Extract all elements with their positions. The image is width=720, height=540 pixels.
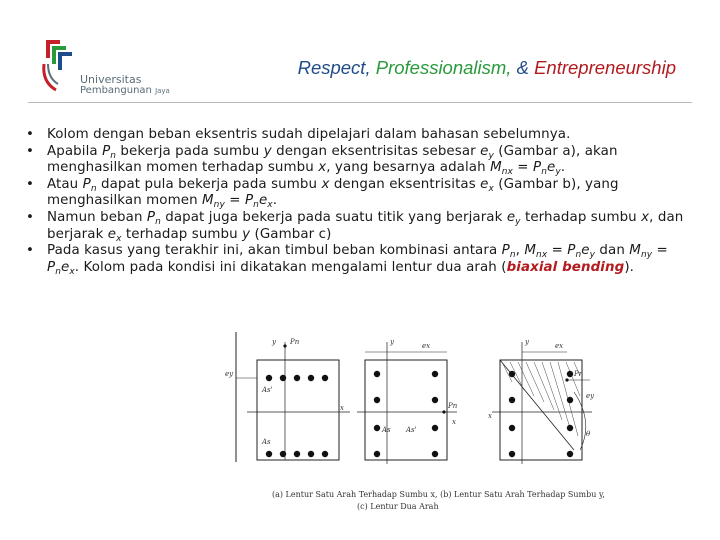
label-x-b: x (452, 418, 456, 426)
rebar-c-6 (567, 397, 573, 403)
label-theta-c: θ (586, 430, 591, 438)
label-pn-a: Pn (290, 338, 300, 346)
rebar-a-4 (308, 375, 314, 381)
rebar-a-7 (280, 451, 286, 457)
rebar-a-2 (280, 375, 286, 381)
logo-line-jaya: Jaya (155, 87, 170, 95)
rebar-b-3 (374, 425, 380, 431)
label-as-prime-a: As' (262, 386, 273, 394)
load-point-a (283, 344, 286, 347)
label-ex-b: ex (422, 342, 431, 350)
rebar-c-2 (509, 397, 515, 403)
bullet-list (26, 127, 698, 276)
tagline (298, 57, 676, 79)
figure-caption-2: (c) Lentur Dua Arah (357, 502, 439, 511)
header-divider (28, 102, 692, 103)
rebar-b-5 (432, 371, 438, 377)
column-diagram (222, 332, 632, 520)
logo-line-pembangunan: Pembangunan (80, 85, 152, 96)
tagline-respect: Respect, (297, 57, 371, 78)
university-logo (40, 34, 190, 104)
rebar-c-3 (509, 425, 515, 431)
rebar-b-4 (374, 451, 380, 457)
rebar-b-2 (374, 397, 380, 403)
logo-emblem-icon (40, 34, 80, 104)
rebar-a-8 (294, 451, 300, 457)
bullet-1: • Kolom dengan beban eksentris sudah dipelajari dalam bahasan sebelumnya. (26, 127, 698, 144)
rebar-b-6 (432, 397, 438, 403)
rebar-c-7 (567, 425, 573, 431)
rebar-c-1 (509, 371, 515, 377)
rebar-b-8 (432, 451, 438, 457)
bullet-5: • Pada kasus yang terakhir ini, akan timbul beban kombinasi antara $P_n$, $M_{nx} = P_ne_y$ dan $M_{ny} = P_ne_x$. Kolom pada kondisi ini dikatakan mengalami lentur dua arah (biaxial bending). (26, 243, 698, 276)
label-ey-c: ey (586, 392, 595, 400)
tagline-professionalism: Professionalism, (375, 57, 512, 78)
label-x-a: x (340, 404, 344, 412)
label-x-c: x (488, 412, 492, 420)
section-c-theta-arc (574, 392, 586, 450)
label-pn-b: Pn (448, 402, 458, 410)
rebar-a-1 (266, 375, 272, 381)
logo-line-universitas: Universitas (80, 73, 142, 86)
load-point-b (442, 410, 445, 413)
rebar-b-7 (432, 425, 438, 431)
label-as-prime-b: As' (406, 426, 417, 434)
bullet-2: • Apabila $P_n$ bekerja pada sumbu y dengan eksentrisitas sebesar $e_y$ (Gambar a), akan menghasilkan momen terhadap sumbu x, yang besarnya adalah $M_{nx} = P_ne_y$. (26, 144, 698, 177)
bullet-3: • Atau $P_n$ dapat pula bekerja pada sumbu x dengan eksentrisitas $e_x$ (Gambar b), yang menghasilkan momen $M_{ny} = P_ne_x$. (26, 177, 698, 210)
load-point-c (565, 378, 568, 381)
rebar-b-1 (374, 371, 380, 377)
figure-caption-1: (a) Lentur Satu Arah Terhadap Sumbu x, (b) Lentur Satu Arah Terhadap Sumbu y, (272, 490, 605, 499)
label-y-a: y (272, 338, 276, 346)
label-as-a: As (262, 438, 271, 446)
rebar-c-4 (509, 451, 515, 457)
rebar-a-5 (322, 375, 328, 381)
rebar-a-6 (266, 451, 272, 457)
label-ex-c: ex (555, 342, 564, 350)
label-y-c: y (525, 338, 529, 346)
rebar-c-8 (567, 451, 573, 457)
label-y-b: y (390, 338, 394, 346)
bullet-4: • Namun beban $P_n$ dapat juga bekerja pada suatu titik yang berjarak $e_y$ terhadap sumbu x, dan berjarak $e_x$ terhadap sumbu y (Gambar c) (26, 210, 698, 243)
label-pn-c: Pn (574, 370, 584, 378)
label-ey-a: ey (225, 370, 234, 378)
label-as-b: As (382, 426, 391, 434)
tagline-entrepreneurship: Entrepreneurship (534, 57, 676, 78)
rebar-c-5 (567, 371, 573, 377)
rebar-a-10 (322, 451, 328, 457)
rebar-a-9 (308, 451, 314, 457)
tagline-ampersand: & (516, 57, 529, 78)
rebar-a-3 (294, 375, 300, 381)
